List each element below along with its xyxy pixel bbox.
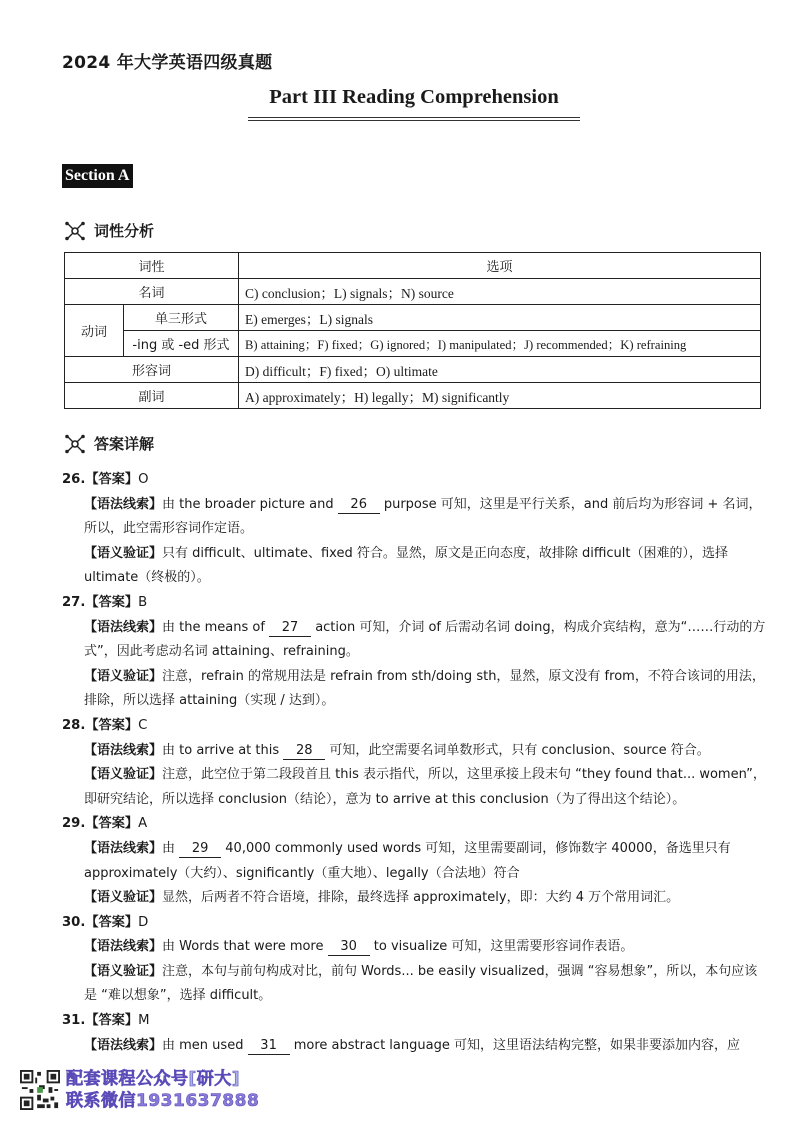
- clue-text-pre: 由 men used: [162, 1037, 248, 1053]
- options-cell: B) attaining；F) fixed；G) ignored；I) manipulated；J) recommended；K) refraining: [239, 331, 761, 357]
- verify-text: 注意，本句与前句构成对比，前句 Words... be easily visualized，强调 “容易想象”，所以，本句应该是 “难以想象”，选择 difficult。: [84, 963, 758, 1004]
- answer-label: 【答案】: [85, 472, 139, 487]
- clue-label: 【语法线索】: [84, 1037, 163, 1053]
- watermark-line2: 联系微信1931637888: [66, 1091, 260, 1111]
- pos-cell: 形容词: [65, 357, 239, 383]
- clue-text-pre: 由: [162, 840, 180, 856]
- grammar-clue: [62, 739, 768, 764]
- table-row: [65, 383, 761, 409]
- grammar-clue: [62, 1034, 768, 1059]
- answer-value: B: [138, 594, 148, 610]
- answer-label: 【答案】: [85, 914, 139, 930]
- answers-list: [62, 468, 768, 1058]
- clue-text-post: 可知，此空需要名词单数形式，只有 conclusion、source 符合。: [325, 742, 710, 758]
- table-row: [65, 305, 761, 331]
- verify-label: 【语义验证】: [84, 545, 163, 561]
- pos-cell: 名词: [65, 279, 239, 305]
- answer-label: 【答案】: [85, 717, 139, 733]
- semantic-check: [62, 542, 768, 591]
- options-cell: A) approximately；H) legally；M) significantly: [239, 383, 761, 409]
- question-number: 31.: [62, 1013, 86, 1029]
- question-number: 29.: [62, 816, 86, 832]
- answer-line: [62, 812, 768, 837]
- table-header-row: [65, 253, 761, 279]
- pos-heading-label: 词性分析: [94, 222, 155, 240]
- semantic-check: [62, 763, 768, 812]
- answer-line: [62, 714, 768, 739]
- verify-text: 注意，此空位于第二段段首且 this 表示指代，所以，这里承接上段末句 “they found that... women”，即研究结论，所以选择 conclusion（结论），意为 to arrive at this conclusion（为了得出这个结论）。: [84, 767, 766, 807]
- grammar-clue: [62, 837, 768, 886]
- blank-number: 26: [338, 497, 380, 514]
- col-pos-header: 词性: [65, 253, 239, 279]
- clue-label: 【语法线索】: [84, 742, 163, 758]
- molecule-icon: [64, 434, 86, 454]
- table-row: [65, 331, 761, 357]
- options-cell: C) conclusion；L) signals；N) source: [239, 279, 761, 305]
- clue-label: 【语法线索】: [84, 496, 163, 512]
- clue-text-pre: 由 the broader picture and: [162, 496, 338, 512]
- answer-label: 【答案】: [85, 1013, 139, 1029]
- answer-label: 【答案】: [85, 816, 139, 832]
- blank-number: 31: [248, 1038, 290, 1055]
- clue-text-post: 40,000 commonly used words 可知，这里需要副词，修饰数字 40000，备选里只有 approximately（大约）、significantly（重大地）、legally（合法地）符合: [84, 840, 731, 881]
- pos-cell: 副词: [65, 383, 239, 409]
- blank-number: 29: [179, 841, 221, 858]
- table-row: [65, 279, 761, 305]
- clue-label: 【语法线索】: [84, 840, 163, 856]
- question-number: 28.: [62, 717, 86, 733]
- clue-text-pre: 由 the means of: [162, 619, 270, 635]
- pos-group-cell: 动词: [65, 305, 124, 357]
- answer-value: C: [138, 717, 148, 733]
- col-options-header: 选项: [239, 253, 761, 279]
- verify-text: 注意，refrain 的常规用法是 refrain from sth/doing sth，显然，原文没有 from，不符合该词的用法，排除，所以选择 attaining（实现 / 达到）。: [84, 668, 765, 709]
- semantic-check: [62, 960, 768, 1009]
- clue-text-post: more abstract language 可知，这里语法结构完整，如果非要添加内容，应: [289, 1037, 740, 1053]
- answer-value: O: [138, 472, 149, 487]
- pos-cell: -ing 或 -ed 形式: [124, 331, 239, 357]
- verify-label: 【语义验证】: [84, 767, 163, 783]
- answer-line: [62, 1009, 768, 1034]
- clue-text-pre: 由 Words that were more: [162, 939, 328, 955]
- answers-heading: [64, 433, 154, 454]
- verify-label: 【语义验证】: [84, 963, 163, 979]
- answer-label: 【答案】: [85, 594, 139, 610]
- watermark-line1: 配套课程公众号[研大]: [66, 1069, 241, 1089]
- answer-line: [62, 591, 768, 616]
- grammar-clue: [62, 493, 768, 542]
- clue-text-post: purpose 可知，这里是平行关系，and 前后均为形容词 + 名词，所以，此空需形容词作定语。: [84, 496, 762, 537]
- blank-number: 30: [328, 939, 370, 956]
- title-rule-bottom: [248, 120, 580, 121]
- verify-label: 【语义验证】: [84, 668, 163, 684]
- pos-cell: 单三形式: [124, 305, 239, 331]
- watermark: [20, 1068, 259, 1112]
- semantic-check: [62, 886, 768, 911]
- verify-label: 【语义验证】: [84, 890, 163, 906]
- clue-text-post: action 可知，介词 of 后需动名词 doing，构成介宾结构，意为“……行动的方式”，因此考虑动名词 attaining、refraining。: [84, 619, 766, 660]
- title-rule-top: [248, 117, 580, 118]
- answer-value: M: [138, 1013, 150, 1029]
- answer-line: [62, 468, 768, 493]
- pos-heading: [64, 220, 154, 241]
- semantic-check: [62, 665, 768, 714]
- answer-value: A: [138, 816, 148, 832]
- question-number: 30.: [62, 914, 86, 930]
- verify-text: 只有 difficult、ultimate、fixed 符合。显然，原文是正向态度，故排除 difficult（困难的），选择 ultimate（终极的）。: [84, 545, 728, 586]
- blank-number: 27: [269, 620, 311, 637]
- question-number: 26.: [62, 472, 86, 487]
- grammar-clue: [62, 616, 768, 665]
- clue-text-pre: 由 to arrive at this: [162, 742, 284, 758]
- options-cell: D) difficult；F) fixed；O) ultimate: [239, 357, 761, 383]
- question-number: 27.: [62, 594, 86, 610]
- blank-number: 28: [283, 743, 325, 760]
- answer-line: [62, 911, 768, 936]
- grammar-clue: [62, 935, 768, 960]
- section-badge: Section A: [62, 164, 133, 188]
- answer-value: D: [138, 914, 149, 930]
- clue-label: 【语法线索】: [84, 939, 163, 955]
- clue-label: 【语法线索】: [84, 619, 163, 635]
- qr-code-icon: [20, 1070, 60, 1110]
- table-row: [65, 357, 761, 383]
- part-title: Part III Reading Comprehension: [269, 86, 559, 108]
- answers-heading-label: 答案详解: [94, 435, 155, 453]
- options-cell: E) emerges；L) signals: [239, 305, 761, 331]
- clue-text-post: to visualize 可知，这里需要形容词作表语。: [369, 939, 634, 955]
- verify-text: 显然，后两者不符合语境，排除，最终选择 approximately，即：大约 4 万个常用词汇。: [162, 890, 680, 906]
- molecule-icon: [64, 221, 86, 241]
- page-header: 2024 年大学英语四级真题: [62, 53, 273, 73]
- pos-table: [64, 252, 761, 409]
